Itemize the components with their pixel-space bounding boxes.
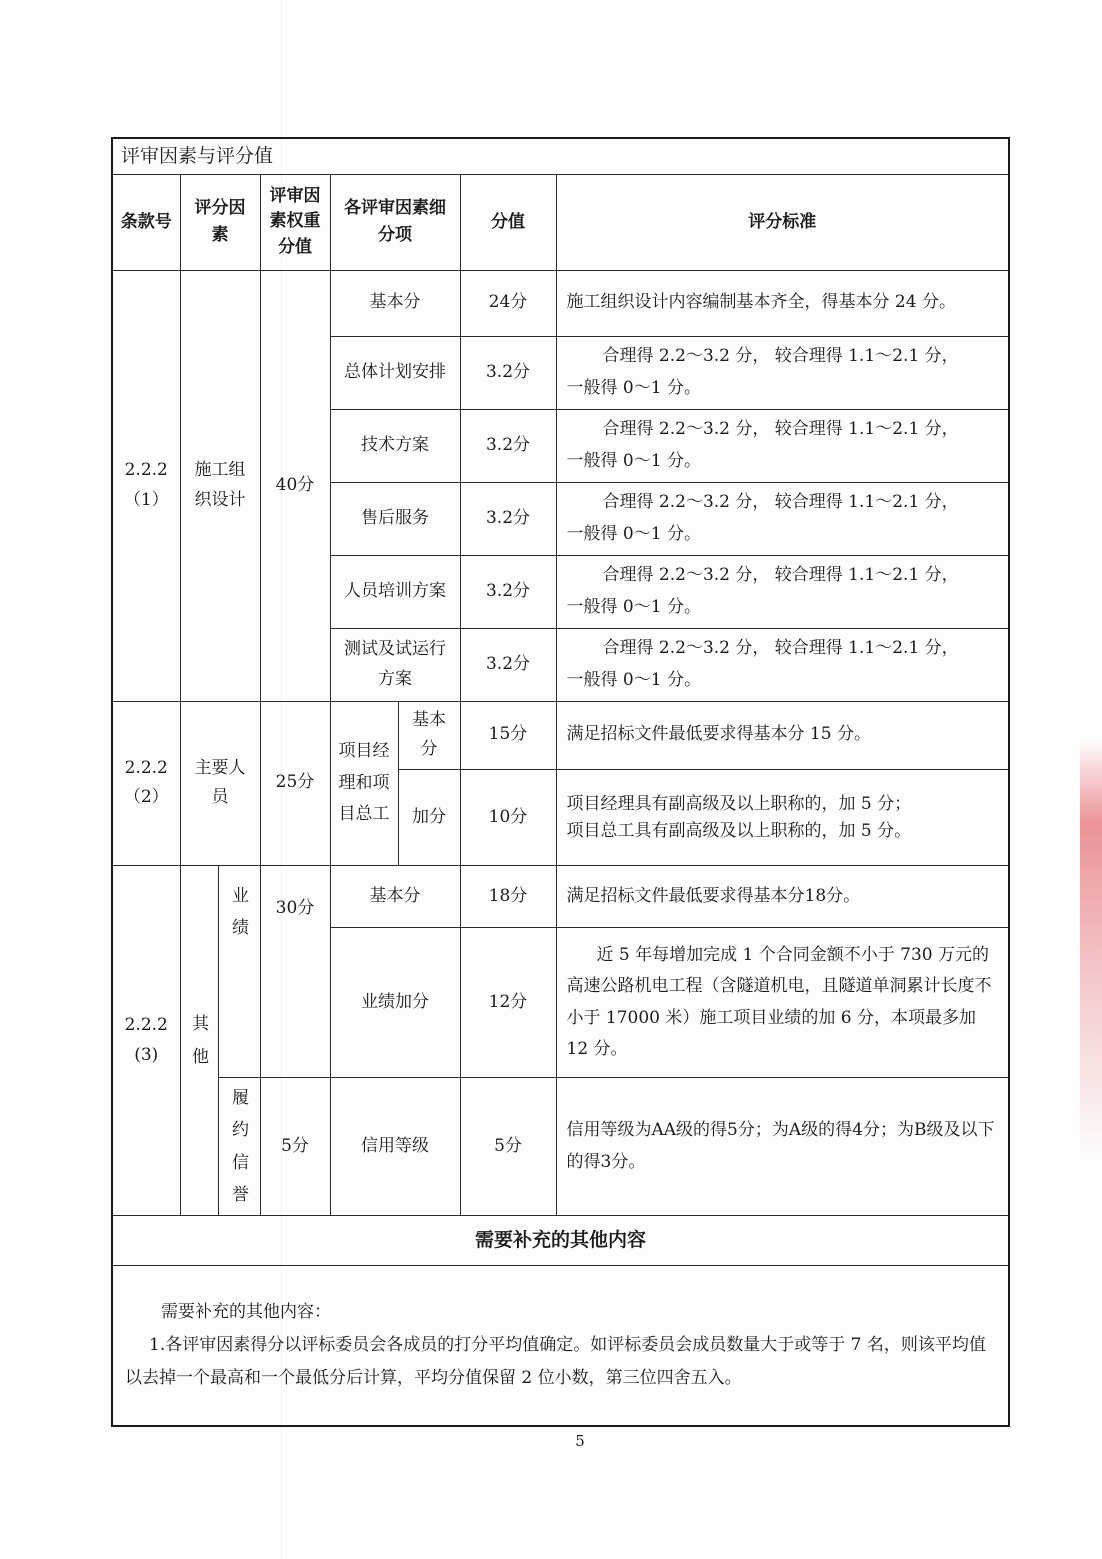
- score-cell: 15分: [460, 701, 556, 770]
- factor-cell: 其他: [180, 866, 218, 1216]
- criteria-cell: 信用等级为AA级的得5分；为A级的得4分；为B级及以下的得3分。: [556, 1078, 1009, 1216]
- scoring-table: [111, 137, 1010, 1427]
- score-cell: 3.2分: [460, 336, 556, 409]
- sub-group-cell: 项目经理和项目总工: [330, 701, 398, 866]
- performance-label-cell: 业绩: [218, 866, 260, 1078]
- sub-item-cell: 测试及试运行方案: [330, 628, 460, 701]
- supplement-intro: 需要补充的其他内容：: [161, 1301, 331, 1322]
- clause-cell: 2.2.2 （1）: [112, 270, 180, 701]
- header-score: 分值: [460, 174, 556, 270]
- factor-cell: 主要人员: [180, 701, 260, 866]
- clause-cell: 2.2.2 (3): [112, 866, 180, 1216]
- clause-cell: 2.2.2 （2）: [112, 701, 180, 866]
- score-cell: 3.2分: [460, 555, 556, 628]
- header-sub-item: 各评审因素细分项: [330, 174, 460, 270]
- supplement-heading: 需要补充的其他内容: [112, 1216, 1009, 1266]
- factor-cell: 施工组织设计: [180, 270, 260, 701]
- score-cell: 3.2分: [460, 409, 556, 482]
- criteria-cell: 施工组织设计内容编制基本齐全，得基本分 24 分。: [556, 270, 1009, 336]
- weight-cell: 40分: [260, 270, 330, 701]
- page-number: 5: [575, 1432, 585, 1450]
- criteria-cell: 近 5 年每增加完成 1 个合同金额不小于 730 万元的高速公路机电工程（含隧道机电，且隧道单洞累计长度不小于 17000 米）施工项目业绩的加 6 分，本项最多加 12 分。: [556, 928, 1009, 1078]
- criteria-cell: 满足招标文件最低要求得基本分18分。: [556, 866, 1009, 928]
- sub-item-cell: 业绩加分: [330, 928, 460, 1078]
- criteria-cell: 合理得 2.2～3.2 分， 较合理得 1.1～2.1 分， 一般得 0～1 分。: [556, 628, 1009, 701]
- criteria-cell: 合理得 2.2～3.2 分， 较合理得 1.1～2.1 分， 一般得 0～1 分。: [556, 482, 1009, 555]
- weight-cell: 5分: [260, 1078, 330, 1216]
- header-factor: 评分因素: [180, 174, 260, 270]
- sub-item-cell: 基本分: [330, 866, 460, 928]
- table-row: [112, 1078, 1009, 1216]
- supplement-paragraph: 1.各评审因素得分以评标委员会各成员的打分平均值确定。如评标委员会成员数量大于或等于 7 名，则该平均值以去掉一个最高和一个最低分后计算，平均分值保留 2 位小数，第三位四舍五入。: [125, 1334, 986, 1389]
- header-row: [112, 174, 1009, 270]
- sub-item-cell: 基本分: [398, 701, 460, 770]
- score-cell: 3.2分: [460, 482, 556, 555]
- sub-item-cell: 人员培训方案: [330, 555, 460, 628]
- table-row: [112, 270, 1009, 336]
- sub-item-cell: 售后服务: [330, 482, 460, 555]
- sub-item-cell: 信用等级: [330, 1078, 460, 1216]
- weight-cell: 25分: [260, 701, 330, 866]
- sub-item-cell: 加分: [398, 770, 460, 866]
- score-cell: 24分: [460, 270, 556, 336]
- header-clause: 条款号: [112, 174, 180, 270]
- supplement-notes: [112, 1266, 1009, 1426]
- criteria-cell: 满足招标文件最低要求得基本分 15 分。: [556, 701, 1009, 770]
- credit-label-cell: 履约信誉: [218, 1078, 260, 1216]
- criteria-cell: 项目经理具有副高级及以上职称的，加 5 分； 项目总工具有副高级及以上职称的，加 5 分。: [556, 770, 1009, 866]
- score-cell: 18分: [460, 866, 556, 928]
- seal-stamp-edge: [1080, 740, 1102, 1160]
- sub-item-cell: 基本分: [330, 270, 460, 336]
- header-criteria: 评分标准: [556, 174, 1009, 270]
- score-cell: 10分: [460, 770, 556, 866]
- sub-item-cell: 总体计划安排: [330, 336, 460, 409]
- table-row: [112, 866, 1009, 928]
- score-cell: 12分: [460, 928, 556, 1078]
- score-cell: 5分: [460, 1078, 556, 1216]
- criteria-cell: 合理得 2.2～3.2 分， 较合理得 1.1～2.1 分， 一般得 0～1 分。: [556, 555, 1009, 628]
- criteria-cell: 合理得 2.2～3.2 分， 较合理得 1.1～2.1 分， 一般得 0～1 分。: [556, 336, 1009, 409]
- weight-cell: 30分: [260, 866, 330, 1078]
- header-weight: 评审因素权重分值: [260, 174, 330, 270]
- table-title: 评审因素与评分值: [112, 138, 1009, 174]
- sub-item-cell: 技术方案: [330, 409, 460, 482]
- criteria-cell: 合理得 2.2～3.2 分， 较合理得 1.1～2.1 分， 一般得 0～1 分。: [556, 409, 1009, 482]
- table-row: [112, 701, 1009, 770]
- score-cell: 3.2分: [460, 628, 556, 701]
